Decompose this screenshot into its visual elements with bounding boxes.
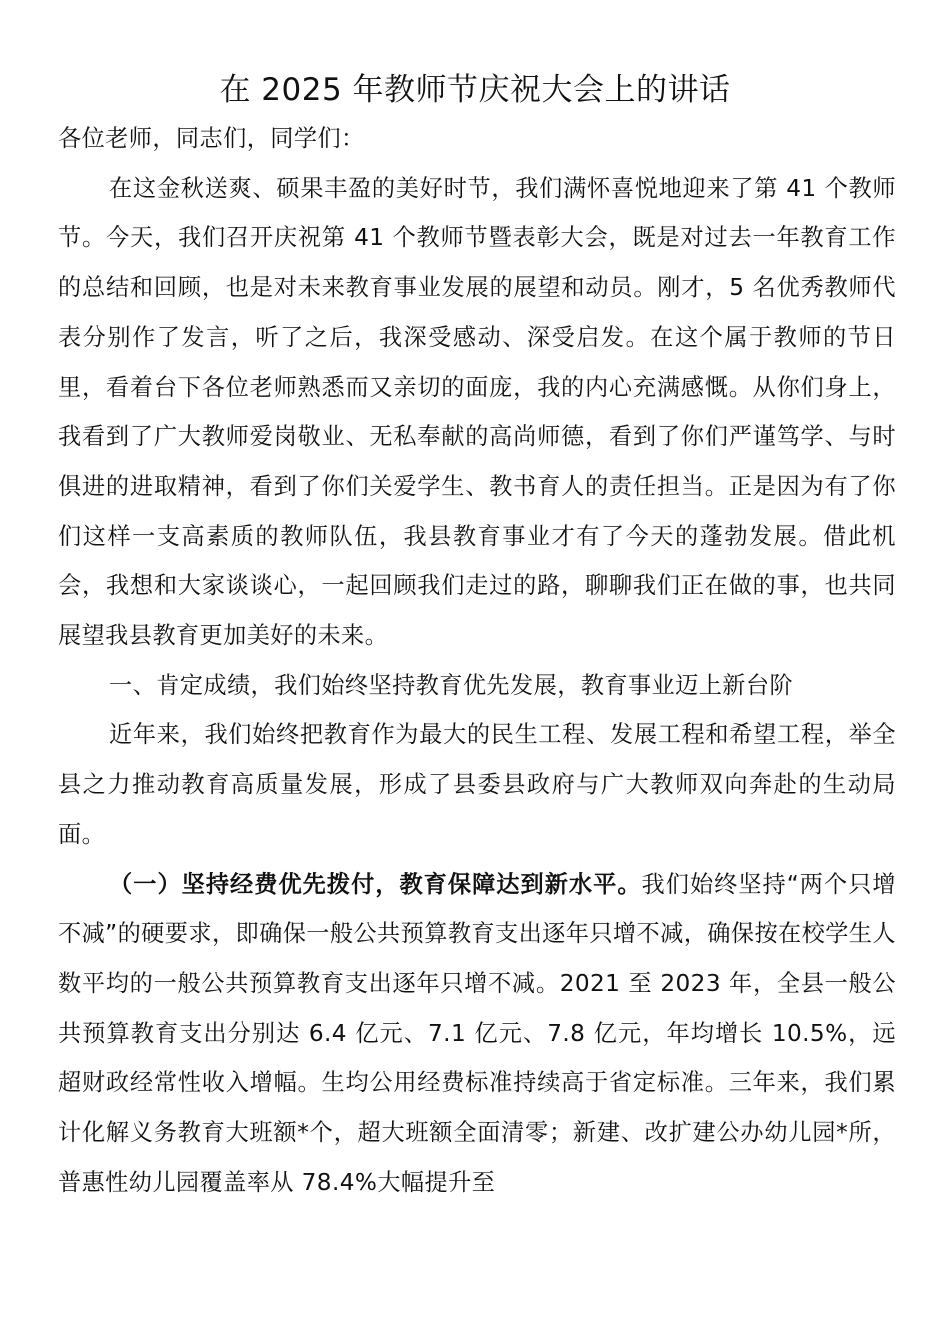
section-heading-1: 一、肯定成绩，我们始终坚持教育优先发展，教育事业迈上新台阶 (109, 671, 794, 699)
subsection-text-1: 我们始终坚持“两个只增不减”的硬要求，即确保一般公共预算教育支出逐年只增不减，确保按在校学生人数平均的一般公共预算教育支出逐年只增不减。2021 至 2023 年，全县一般公共预算教育支出分别达 6.4 亿元、7.1 亿元、7.8 亿元，年均增长 10.5%，远超财政经常性收入增幅。生均公用经费标准持续高于省定标准。三年来，我们累计化解义务教育大班额*个，超大班额全面清零；新建、改扩建公办幼儿园*所，普惠性幼儿园覆盖率从 78.4%大幅提升至 (58, 870, 896, 1196)
paragraph-section-1: 近年来，我们始终把教育作为最大的民生工程、发展工程和希望工程，举全县之力推动教育高质量发展，形成了县委县政府与广大教师双向奔赴的生动局面。 (58, 721, 896, 848)
subsection-lead-1: （一）坚持经费优先拨付，教育保障达到新水平。 (109, 870, 642, 898)
subsection-paragraph-1 (58, 860, 896, 1208)
salutation: 各位老师，同志们，同学们： (58, 125, 365, 152)
document-body (58, 114, 896, 1207)
paragraph-intro: 在这金秋送爽、硕果丰盈的美好时节，我们满怀喜悦地迎来了第 41 个教师节。今天，我们召开庆祝第 41 个教师节暨表彰大会，既是对过去一年教育工作的总结和回顾，也是对未来教育事业发展的展望和动员。刚才，5 名优秀教师代表分别作了发言，听了之后，我深受感动、深受启发。在这个属于教师的节日里，看着台下各位老师熟悉而又亲切的面庞，我的内心充满感慨。从你们身上，我看到了广大教师爱岗敬业、无私奉献的高尚师德，看到了你们严谨笃学、与时俱进的进取精神，看到了你们关爱学生、教书育人的责任担当。正是因为有了你们这样一支高素质的教师队伍，我县教育事业才有了今天的蓬勃发展。借此机会，我想和大家谈谈心，一起回顾我们走过的路，聊聊我们正在做的事，也共同展望我县教育更加美好的未来。 (58, 174, 896, 650)
document-title: 在 2025 年教师节庆祝大会上的讲话 (219, 72, 731, 108)
